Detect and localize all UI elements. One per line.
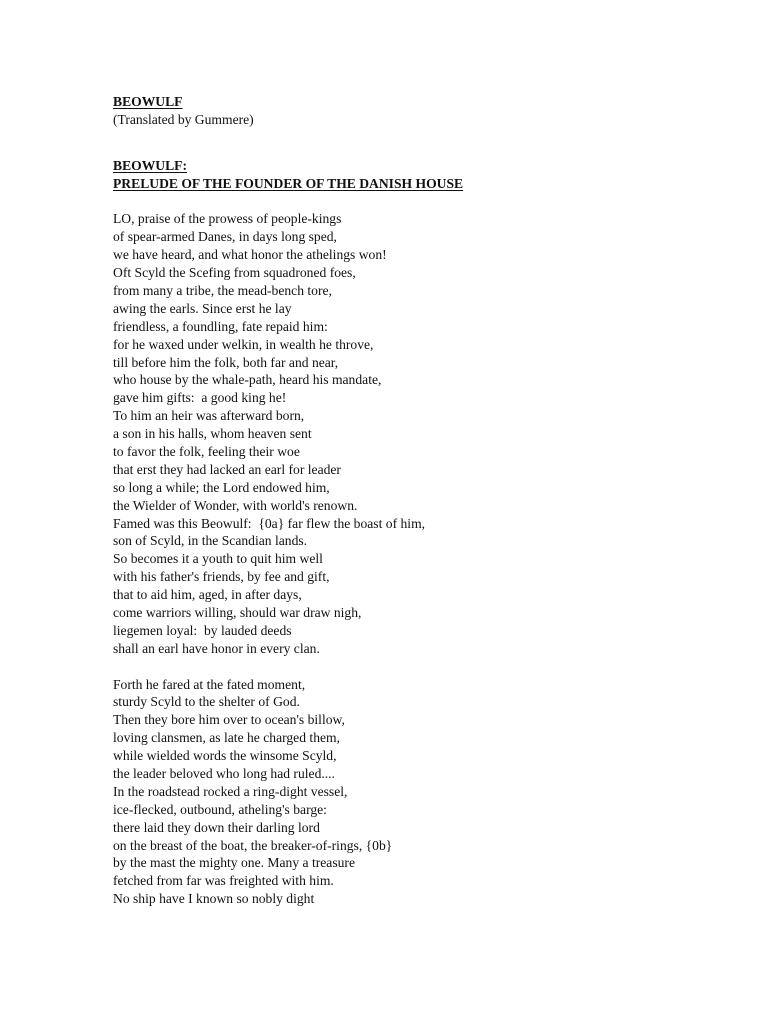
poem-line: till before him the folk, both far and near, xyxy=(113,354,339,370)
poem-line: of spear-armed Danes, in days long sped, xyxy=(113,229,337,245)
section-heading-line-1: BEOWULF: xyxy=(113,157,188,173)
poem-line: while wielded words the winsome Scyld, xyxy=(113,748,337,764)
poem-line: Forth he fared at the fated moment, xyxy=(113,676,306,692)
poem-line: that erst they had lacked an earl for leader xyxy=(113,461,341,477)
stanza-2 xyxy=(113,676,713,909)
poem-line: awing the earls. Since erst he lay xyxy=(113,300,292,316)
poem-line: Oft Scyld the Scefing from squadroned foes, xyxy=(113,265,356,281)
poem-line: ice-flecked, outbound, atheling's barge: xyxy=(113,801,327,817)
poem-line: son of Scyld, in the Scandian lands. xyxy=(113,533,308,549)
poem-line: come warriors willing, should war draw nigh, xyxy=(113,605,362,620)
poem-line: by the mast the mighty one. Many a treasure xyxy=(113,855,355,871)
poem-line: there laid they down their darling lord xyxy=(113,819,320,835)
poem-line: with his father's friends, by fee and gift, xyxy=(113,569,330,585)
poem-line: that to aid him, aged, in after days, xyxy=(113,587,302,603)
poem-line: gave him gifts: a good king he! xyxy=(113,390,287,406)
poem-line: sturdy Scyld to the shelter of God. xyxy=(113,694,300,710)
poem-line: In the roadstead rocked a ring-dight vessel, xyxy=(113,783,348,799)
poem-line: LO, praise of the prowess of people-kings xyxy=(113,211,342,227)
poem-line: on the breast of the boat, the breaker-of-rings, {0b} xyxy=(113,837,393,853)
spacer xyxy=(113,193,713,211)
section-heading-line-2: PRELUDE OF THE FOUNDER OF THE DANISH HOUSE xyxy=(113,175,464,191)
poem-line: liegemen loyal: by lauded deeds xyxy=(113,622,292,638)
spacer xyxy=(113,129,713,147)
poem-line: shall an earl have honor in every clan. xyxy=(113,640,320,656)
poem-line: fetched from far was freighted with him. xyxy=(113,873,334,889)
poem-line: who house by the whale-path, heard his mandate, xyxy=(113,372,382,388)
poem-line: the Wielder of Wonder, with world's renown. xyxy=(113,497,358,513)
document-title: BEOWULF xyxy=(113,94,183,109)
document-subtitle: (Translated by Gummere) xyxy=(113,111,254,127)
poem-line: we have heard, and what honor the athelings won! xyxy=(113,247,387,263)
poem-line: No ship have I known so nobly dight xyxy=(113,891,315,907)
poem-line: Then they bore him over to ocean's billow, xyxy=(113,712,345,728)
document-page xyxy=(113,93,713,908)
poem-line: friendless, a foundling, fate repaid him: xyxy=(113,318,328,334)
poem-line: So becomes it a youth to quit him well xyxy=(113,551,323,567)
poem-line: a son in his halls, whom heaven sent xyxy=(113,426,312,442)
poem-line: Famed was this Beowulf: {0a} far flew the boast of him, xyxy=(113,515,426,531)
stanza-break xyxy=(113,658,713,676)
poem-line: the leader beloved who long had ruled.... xyxy=(113,766,335,782)
poem-line: loving clansmen, as late he charged them, xyxy=(113,730,340,746)
poem-line: for he waxed under welkin, in wealth he throve, xyxy=(113,336,374,352)
poem-line: To him an heir was afterward born, xyxy=(113,408,305,424)
poem-line: so long a while; the Lord endowed him, xyxy=(113,479,330,495)
poem-line: to favor the folk, feeling their woe xyxy=(113,443,300,459)
stanza-1 xyxy=(113,210,713,657)
poem-line: from many a tribe, the mead-bench tore, xyxy=(113,282,332,298)
spacer xyxy=(113,147,713,157)
